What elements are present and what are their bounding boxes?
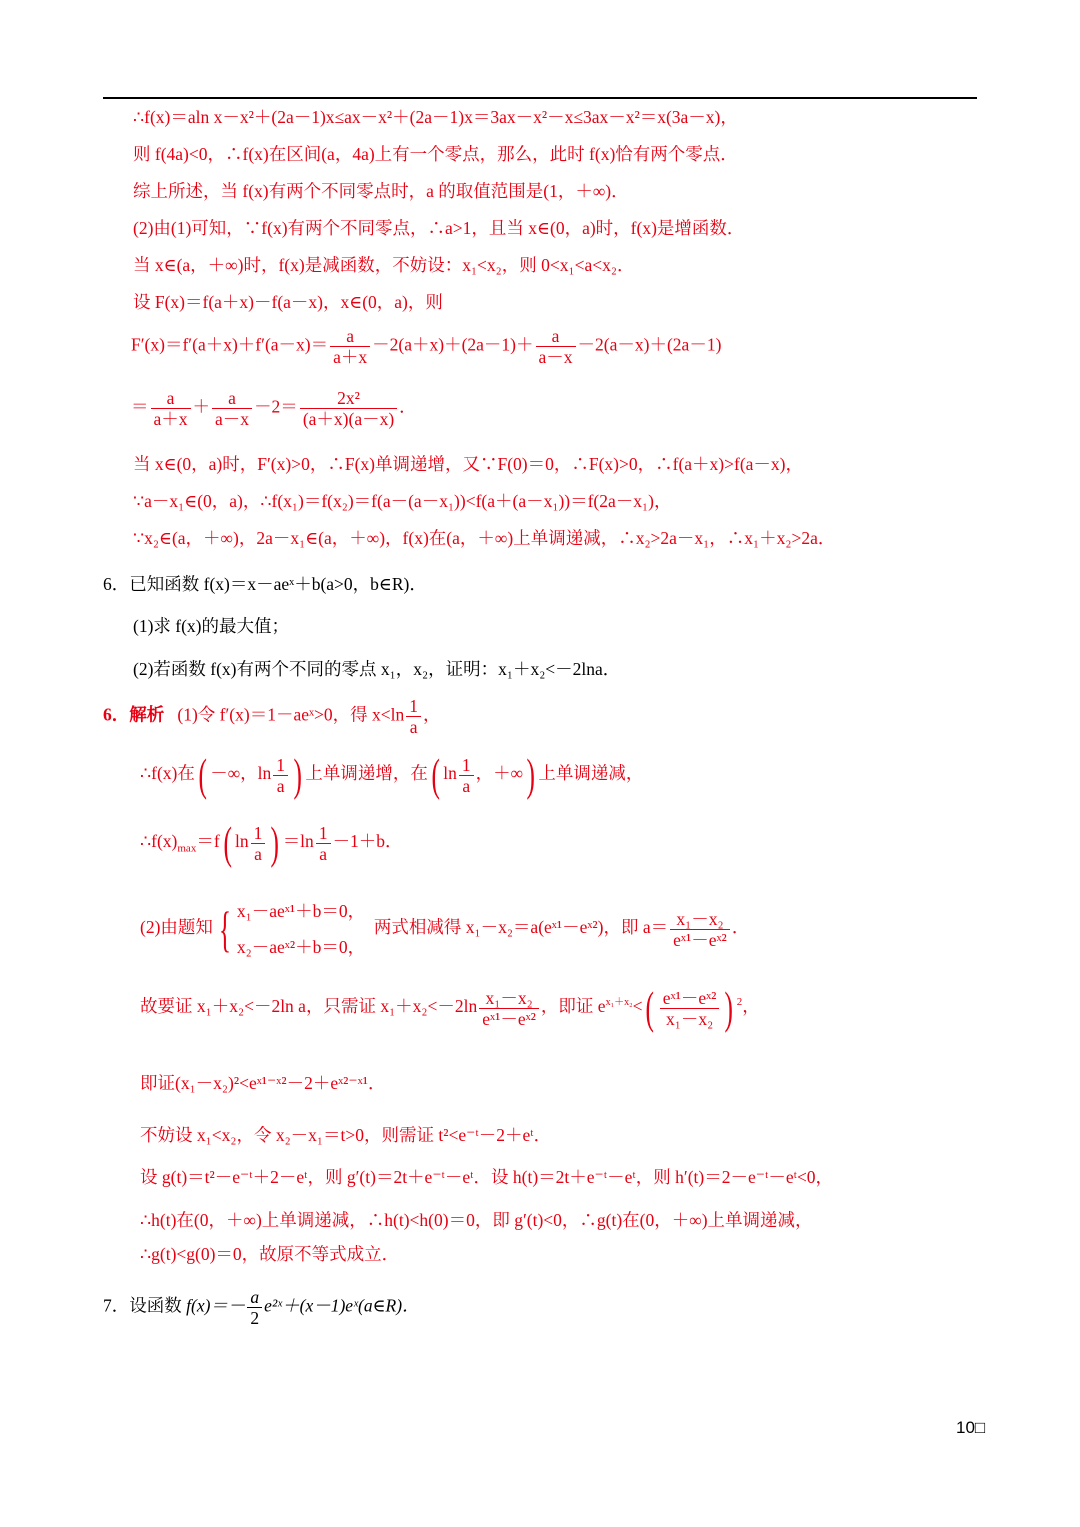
solution-line-9: 当 x∈(0，a)时，F′(x)>0，∴F(x)单调递增，又∵F(0)＝0，∴F(x)>0，∴f(a＋x)>f(a－x)， <box>133 454 803 474</box>
header-rule <box>103 97 977 99</box>
solution-line-11: ∵x₂∈(a，＋∞)，2a－x₁∈(a，＋∞)，f(x)在(a，＋∞)上单调递减，∴x₂>2a－x₁，∴x₁＋x₂>2a． <box>133 528 836 548</box>
fraction: $\frac{1}{a}$ <box>316 823 331 864</box>
fraction: $\frac{\text{x₁－x₂}}{\text{eˣ¹－eˣ²}}$ <box>670 909 730 950</box>
fraction: $\frac{1}{a}$ <box>251 823 266 864</box>
fraction: $\frac{a}{a+x}$ <box>330 326 370 367</box>
solution-line-2: 则 f(4a)<0，∴f(x)在区间(a，4a)上有一个零点，那么，此时 f(x)恰有两个零点． <box>133 144 738 164</box>
question-7: 7．设函数 f(x)＝－ $\frac{a}{2}$ e²ˣ＋(x－1)eˣ(a∈R)． <box>103 1287 420 1328</box>
fraction: $\frac{1}{a}$ <box>273 755 288 796</box>
solution-6-line-6: 即证(x₁－x₂)²<eˣ¹⁻ˣ²－2＋eˣ²⁻ˣ¹． <box>140 1073 386 1093</box>
fraction: $\frac{a}{2}$ <box>247 1287 262 1328</box>
solution-heading: 6．解析 <box>103 704 165 725</box>
solution-line-10: ∵a－x₁∈(0，a)，∴f(x₁)＝f(x₂)＝f(a－(a－x₁))<f(a＋(a－x₁))＝f(2a－x₁)， <box>133 491 672 511</box>
solution-6-line-7: 不妨设 x₁<x₂，令 x₂－x₁＝t>0，则需证 t²<e⁻ᵗ－2＋eᵗ． <box>140 1125 552 1145</box>
derivative-tail: －2(a－x)＋(2a－1) <box>577 334 722 355</box>
fraction: $\frac{1}{a}$ <box>459 755 474 796</box>
question-6-part-2: (2)若函数 f(x)有两个不同的零点 x₁，x₂，证明：x₁＋x₂<－2lna． <box>133 659 621 679</box>
question-6: 6．已知函数 f(x)＝x－aeˣ＋b(a>0，b∈R)． <box>103 574 427 594</box>
solution-line-1: ∴f(x)＝aln x－x²＋(2a－1)x≤ax－x²＋(2a－1)x＝3ax－x²－x≤3ax－x²＝x(3a－x)， <box>133 107 738 127</box>
derivative-line <box>131 326 721 367</box>
fraction: $\frac{a}{a+x}$ <box>151 388 191 429</box>
solution-line-3: 综上所述，当 f(x)有两个不同零点时，a 的取值范围是(1，＋∞)． <box>133 181 629 201</box>
solution-6-system: (2)由题知 { x₁－aeˣ¹＋b＝0， x₂－aeˣ²＋b＝0， 两式相减得 x₁－x₂＝a(eˣ¹－eˣ²)，即 a＝ $\frac{\text{x₁－x₂}}{\text{eˣ¹－eˣ²}}$ ． <box>140 893 749 965</box>
fraction: $\frac{a}{a-x}$ <box>536 326 576 367</box>
solution-line-6: 设 F(x)＝f(a＋x)－f(a－x)，x∈(0，a)，则 <box>133 292 443 312</box>
derivative-mid: －2(a＋x)＋(2a－1)＋ <box>372 334 534 355</box>
equation-system: x₁－aeˣ¹＋b＝0， x₂－aeˣ²＋b＝0， <box>236 901 366 957</box>
fraction: $\frac{1}{a}$ <box>406 696 421 737</box>
fraction: $\frac{\text{eˣ¹－eˣ²}}{\text{x₁－x₂}}$ <box>660 988 720 1029</box>
derivative-lhs: F′(x)＝f′(a＋x)＋f′(a－x)＝ <box>131 334 329 355</box>
solution-6-max: $\therefore f(x)_{max}=f$( ln $\frac{1}{a}$ ) ＝ln $\frac{1}{a}$ －1＋b． <box>140 817 403 868</box>
solution-6-reduction: 故要证 x₁＋x₂<－2ln a，只需证 x₁＋x₂<－2ln $\frac{\text{x₁－x₂}}{\text{eˣ¹－eˣ²}}$ ，即证 $e^{x_1+x_2}<$( $\frac{\text{eˣ¹－eˣ²}}{\text{x₁－x₂}}$ ) $^2$， <box>140 982 760 1033</box>
fraction: $\frac{a}{a-x}$ <box>212 388 252 429</box>
solution-6-line-10: ∴g(t)<g(0)＝0，故原不等式成立． <box>140 1244 400 1264</box>
simplified-derivative-line: ＝ $\frac{a}{a+x}$ ＋ $\frac{a}{a-x}$ －2＝ $\frac{\text{2x²}}{(a+x)(a-x)}$ ． <box>131 388 417 429</box>
solution-6-monotonicity: ∴f(x)在( －∞，ln $\frac{1}{a}$ ) 上单调递增，在( ln $\frac{1}{a}$ ，＋∞) 上单调递减， <box>140 749 644 800</box>
solution-line-4: (2)由(1)可知，∵f(x)有两个不同零点，∴a>1，且当 x∈(0，a)时，f(x)是增函数． <box>133 218 745 238</box>
solution-6-line-8: 设 g(t)＝t²－e⁻ᵗ＋2－eᵗ，则 g′(t)＝2t＋e⁻ᵗ－eᵗ．设 h(t)＝2t＋e⁻ᵗ－eᵗ，则 h′(t)＝2－e⁻ᵗ－eᵗ<0， <box>140 1167 834 1187</box>
solution-6-line-1: 6．解析 (1)令 f′(x)＝1－aeˣ>0，得 x<ln $\frac{1}{a}$ ， <box>103 696 441 737</box>
question-6-part-1: (1)求 f(x)的最大值； <box>133 616 290 636</box>
fraction: $\frac{\text{x₁－x₂}}{\text{eˣ¹－eˣ²}}$ <box>479 988 539 1029</box>
solution-6-line-9: ∴h(t)在(0，＋∞)上单调递减，∴h(t)<h(0)＝0，即 g′(t)<0，∴g(t)在(0，＋∞)上单调递减， <box>140 1210 813 1230</box>
page-number: 10□ <box>956 1418 986 1437</box>
solution-line-5: 当 x∈(a，＋∞)时，f(x)是减函数，不妨设：x₁<x₂，则 0<x₁<a<x₂． <box>133 255 635 275</box>
fraction: $\frac{\text{2x²}}{(a+x)(a-x)}$ <box>300 388 397 429</box>
